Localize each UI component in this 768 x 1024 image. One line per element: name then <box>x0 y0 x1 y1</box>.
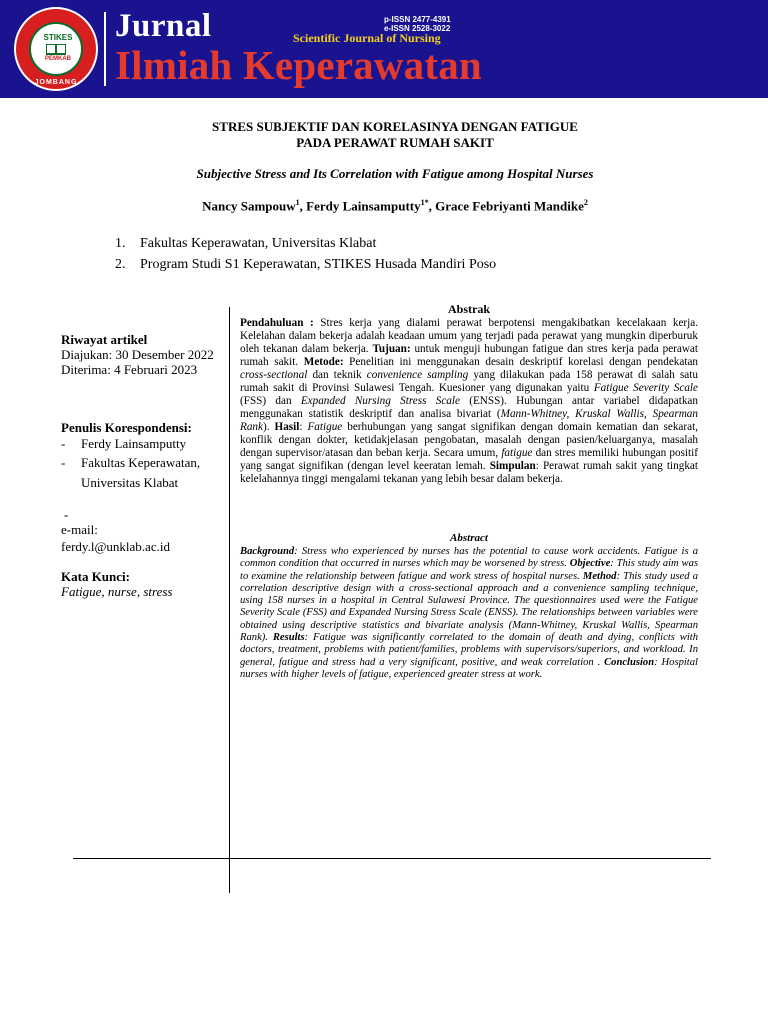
section-divider <box>73 858 711 859</box>
email-address: ferdy.l@unklab.ac.id <box>61 539 170 554</box>
corresponding-author <box>61 420 226 495</box>
abstrak-method-text: Penelitian ini menggunakan desain deskriptif korelasi dengan pendekatan <box>343 356 699 368</box>
abstrak-intro-label: Pendahuluan : <box>240 317 314 329</box>
abstrak-method-term: Expanded Nursing Stress Scale <box>300 395 460 407</box>
affiliation-item <box>115 235 376 253</box>
abstrak-result-text: dan stres memiliki hubungan positif yang sangat signifikan (dengan level keeratan lemah. <box>240 447 698 472</box>
article-title-line1: STRES SUBJEKTIF DAN KORELASINYA DENGAN FATIGUE <box>212 119 578 134</box>
abstrak-method-text: ). <box>263 421 275 433</box>
abstrak-method-text: yang dilakukan pada 158 perawat di salah satu rumah sakit di Provinsi Sulawesi Tengah. Kuesioner yang digunakan yaitu <box>240 369 698 394</box>
abstrak-intro: Stres kerja yang dialami perawat berpotensi mengakibatkan kecelakaan kerja. Kelelahan dalam bekerja adalah keadaan umum yang terjadi pada perawat yang mungkin diperburuk oleh tekanan dalam bekerja. <box>240 317 698 355</box>
column-divider <box>229 307 230 893</box>
abstrak-method-label: Metode: <box>303 356 344 368</box>
keywords-block <box>61 569 226 599</box>
abstrak-result-label: Hasil <box>274 421 300 433</box>
logo-top-text: STIKES <box>43 33 73 42</box>
author-separator: , <box>299 198 307 214</box>
corresponding-item <box>61 436 226 451</box>
abstract-objective: : This study aim was to examine the relationship between fatigue and work stress of hospital nurses. <box>240 558 698 582</box>
affiliation-number: 1. <box>115 236 126 251</box>
accepted-date: Diterima: 4 Februari 2023 <box>61 362 198 377</box>
logo-inner-circle <box>29 22 83 76</box>
affiliation-number: 2. <box>115 257 126 272</box>
author-separator: , <box>428 198 436 214</box>
abstrak-method-term: Mann-Whitney, Kruskal Wallis, Spearman Rank <box>240 408 698 433</box>
article-history-heading: Riwayat artikel <box>61 332 148 347</box>
abstrak-result-text: : <box>299 421 308 433</box>
author-affiliation-mark: 1 <box>295 198 300 207</box>
e-issn: e-ISSN 2528-3022 <box>384 24 451 33</box>
abstract-conclusion-label: Conclusion <box>604 656 655 668</box>
affiliation-text: Program Studi S1 Keperawatan, STIKES Husada Mandiri Poso <box>140 257 497 272</box>
abstract-background: : Stress who experienced by nurses has the potential to cause work accidents. Fatigue is a common condition that occurred in nurses which may be worsened by stress. <box>240 546 698 570</box>
abstrak-result-text: berhubungan yang sangat signifikan dengan domain kematian dan sekarat, konflik dengan dokter, ketidakjelasan pengobatan, masalah dengan pasien/keluarganya, masalah dengan supervisor/atasan dan beban kerja. Secara umum, <box>240 421 698 459</box>
abstract-results: : Fatigue was significantly correlated to the domain of death and dying, conflicts with doctors, treatment, problems with patient/families, problems with supervisors/superiors, and workload. In general, fatigue and stress had a very significant, positive, and weak correlation . <box>240 632 699 668</box>
journal-name: Ilmiah Keperawatan <box>115 42 482 88</box>
affiliation-item <box>115 256 496 274</box>
corresponding-affiliation: Fakultas Keperawatan, Universitas Klabat <box>81 455 201 490</box>
abstrak-method-text: (FSS) dan <box>240 395 301 407</box>
abstract-method: : This study used a correlation descriptive design with a cross-sectional approach and a convenience sampling technique, using 158 nurses in a hospital in Central Sulawesi Province. The questionnaires used were the Fatigue Severity Scale (FSS) and Expanded Nursing Stress Scale (ENSS). The relationships between variables were obtained using descriptive statistics and bivariate analysis (Mann-Whitney, Kruskal Wallis, Spearman Rank). <box>240 570 699 644</box>
author-affiliation-mark: 1* <box>420 198 429 207</box>
banner-divider <box>104 12 106 86</box>
author-name: Nancy Sampouw <box>202 198 296 214</box>
affiliation-text: Fakultas Keperawatan, Universitas Klabat <box>140 236 377 251</box>
article-title-line2: PADA PERAWAT RUMAH SAKIT <box>296 135 494 150</box>
article-history <box>61 332 226 377</box>
abstrak-method-text: dan teknik <box>307 369 367 381</box>
author-name: Ferdy Lainsamputty <box>306 198 421 214</box>
author-affiliation-mark: 2 <box>583 198 588 207</box>
abstract-results-label: Results <box>272 632 305 644</box>
abstrak-method-term: Fatigue Severity Scale <box>593 382 698 394</box>
logo-ring-text: JOMBANG <box>34 79 78 86</box>
keywords-list: Fatigue, nurse, stress <box>61 584 173 599</box>
author-list <box>80 198 710 214</box>
submitted-date: Diajukan: 30 Desember 2022 <box>61 347 214 362</box>
abstrak-aim: untuk menguji hubungan fatigue dan stres kerja pada perawat rumah sakit. <box>240 343 698 368</box>
journal-word: Jurnal <box>115 8 212 44</box>
abstrak-conclusion: : Perawat rumah sakit yang tingkat kelelahannya tinggi mengalami tekanan yang lebih besar dalam bekerja. <box>240 460 698 485</box>
p-issn: p-ISSN 2477-4391 <box>384 15 451 24</box>
abstrak-method-text: (ENSS). Hubungan antar variabel didapatkan menggunakan statistik deskriptif dan analisa bivariat ( <box>240 395 698 420</box>
keywords-heading: Kata Kunci: <box>61 569 130 584</box>
list-dash: - <box>61 455 66 470</box>
journal-english-name: Scientific Journal of Nursing <box>293 31 441 45</box>
abstract-method-label: Method <box>582 570 617 582</box>
list-dash: - <box>64 507 69 522</box>
abstract-objective-label: Objective <box>569 558 611 570</box>
abstrak-method-term: convenience sampling <box>366 369 469 381</box>
abstrak-result-term: Fatigue <box>307 421 343 433</box>
corresponding-item <box>61 453 226 493</box>
abstrak-heading: Abstrak <box>447 302 490 316</box>
abstract-heading: Abstract <box>450 532 488 544</box>
abstrak-result-term: fatigue <box>501 447 533 459</box>
institution-logo <box>14 7 98 91</box>
article-subtitle: Subjective Stress and Its Correlation with Fatigue among Hospital Nurses <box>196 166 594 181</box>
abstract-background-label: Background <box>240 546 295 557</box>
logo-center-text: PEMKAB <box>44 56 71 62</box>
abstract-body <box>240 546 698 681</box>
contact-email-block <box>61 507 226 554</box>
email-label: e-mail: <box>61 522 98 537</box>
abstract-conclusion: : Hospital nurses with higher levels of fatigue, experienced greater stress at work. <box>240 656 698 680</box>
corresponding-name: Ferdy Lainsamputty <box>81 436 187 451</box>
author-name: Grace Febriyanti Mandike <box>435 198 584 214</box>
journal-banner <box>0 0 768 98</box>
abstrak-aim-label: Tujuan: <box>372 343 411 355</box>
corresponding-heading: Penulis Korespondensi: <box>61 420 192 435</box>
open-book-icon <box>46 44 66 55</box>
abstrak-method-term: cross-sectional <box>240 369 308 381</box>
abstrak-conclusion-label: Simpulan <box>489 460 536 472</box>
abstrak-body <box>240 317 698 486</box>
list-dash: - <box>61 436 66 451</box>
